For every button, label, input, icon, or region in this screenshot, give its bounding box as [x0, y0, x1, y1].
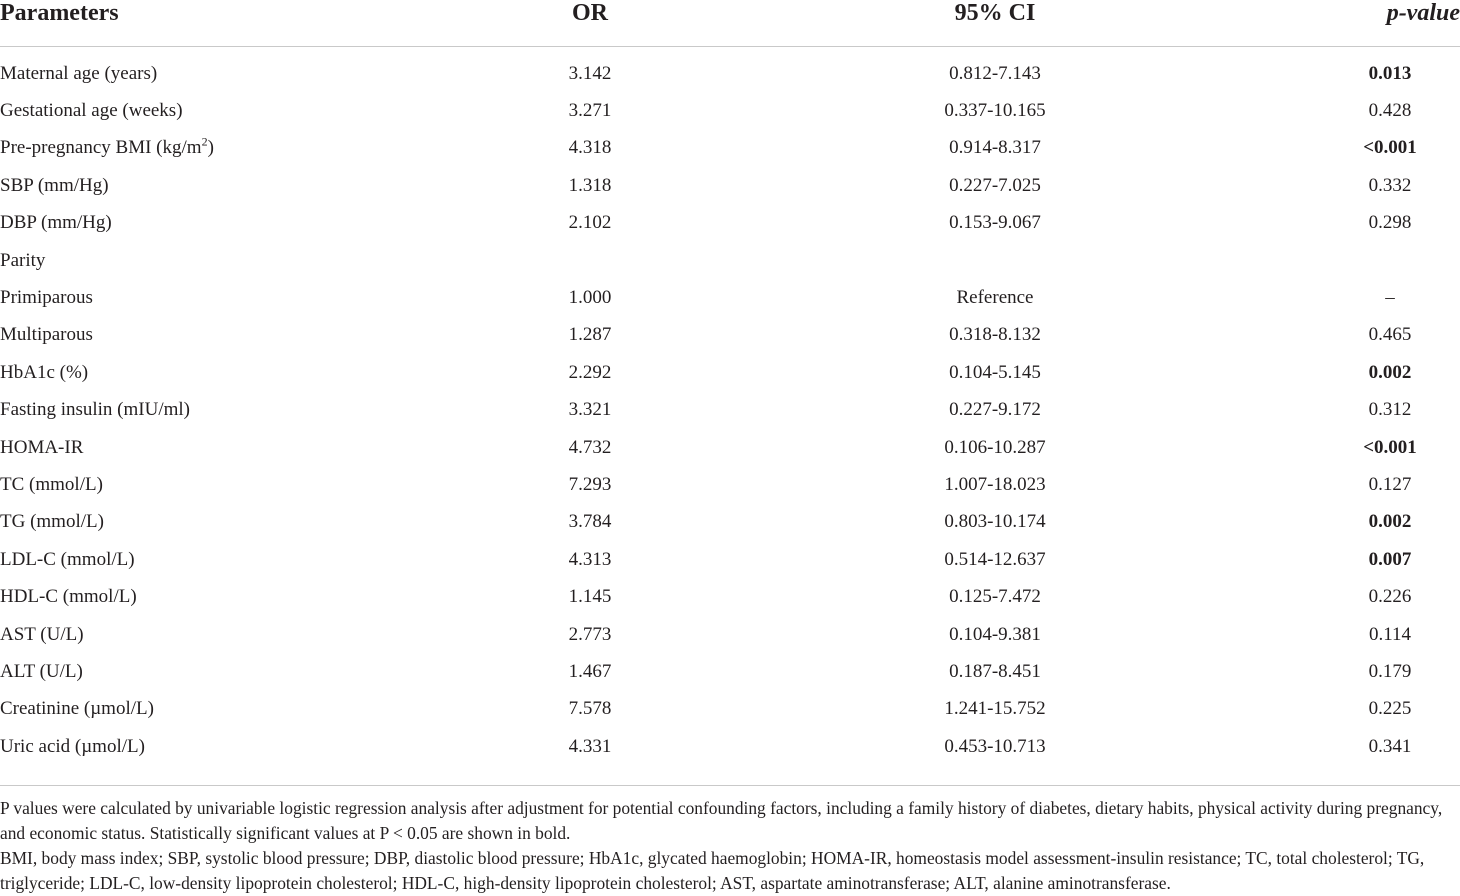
parameter-label: LDL-C (mmol/L): [0, 548, 135, 570]
cell-ci: 0.104-5.145: [949, 361, 1041, 383]
cell-parameter: [0, 392, 510, 429]
cell-or: 7.293: [568, 473, 612, 495]
parameter-label: TC (mmol/L): [0, 473, 103, 495]
table-header: [0, 0, 1460, 47]
cell-p-value: 0.341: [1368, 735, 1412, 757]
table-row: [0, 616, 1460, 653]
cell-p-value: 0.007: [1368, 548, 1412, 570]
cell-p-value: 0.298: [1368, 212, 1412, 234]
cell-or: 1.000: [568, 287, 612, 309]
cell-p-value: 0.225: [1368, 698, 1412, 720]
cell-ci: Reference: [956, 287, 1034, 309]
cell-ci: [670, 242, 1320, 279]
parameter-label: HDL-C (mmol/L): [0, 586, 137, 608]
cell-ci: 0.514-12.637: [944, 548, 1046, 570]
cell-p-value: <0.001: [1363, 137, 1417, 159]
cell-ci: 0.914-8.317: [949, 137, 1041, 159]
cell-or: 3.321: [568, 399, 612, 421]
table-row: [0, 728, 1460, 771]
parameter-label: HbA1c (%): [0, 361, 89, 383]
footnote-methods: P values were calculated by univariable logistic regression analysis after adjustment for potential confounding factors, including a family history of diabetes, dietary habits, physical activity during pregnancy, and economic status. Statistically significant values at P < 0.05 are shown in bold.: [0, 798, 1443, 843]
cell-parameter: [0, 92, 510, 129]
cell-parameter: [0, 504, 510, 541]
parameter-label: Parity: [0, 249, 46, 271]
cell-ci: 0.453-10.713: [944, 735, 1046, 757]
cell-parameter: [0, 691, 510, 728]
cell-ci: 0.318-8.132: [949, 324, 1041, 346]
cell-parameter: [0, 167, 510, 204]
parameter-label: Maternal age (years): [0, 62, 158, 84]
table-row: [0, 466, 1460, 503]
cell-p-value: 0.127: [1368, 473, 1412, 495]
parameter-label: TG (mmol/L): [0, 511, 104, 533]
cell-parameter: [0, 242, 510, 279]
table-row: [0, 392, 1460, 429]
table-row: [0, 541, 1460, 578]
cell-or: 1.467: [568, 660, 612, 682]
cell-parameter: [0, 541, 510, 578]
cell-or: 4.313: [568, 548, 612, 570]
header-ci: 95% CI: [670, 0, 1320, 47]
parameter-label: Primiparous: [0, 287, 93, 309]
footnote-abbreviations: BMI, body mass index; SBP, systolic blood pressure; DBP, diastolic blood pressure; HbA1c, glycated haemoglobin; HOMA-IR, homeostasis model assessment-insulin resistance; TC, total cholesterol; TG, triglyceride; LDL-C, low-density lipoprotein cholesterol; HDL-C, high-density lipoprotein cholesterol; AST, aspartate aminotransferase; ALT, alanine aminotransferase.: [0, 848, 1425, 893]
table-footnotes: [0, 796, 1460, 896]
parameter-label: HOMA-IR: [0, 436, 84, 458]
cell-p-value: 0.114: [1368, 623, 1412, 645]
cell-or: [510, 242, 670, 279]
cell-parameter: [0, 130, 510, 167]
parameter-label: Gestational age (weeks): [0, 100, 183, 122]
cell-parameter: [0, 578, 510, 615]
parameter-label: Fasting insulin (mIU/ml): [0, 399, 190, 421]
cell-parameter: [0, 354, 510, 391]
cell-or: 2.292: [568, 361, 612, 383]
cell-or: 3.271: [568, 100, 612, 122]
cell-parameter: [0, 466, 510, 503]
cell-parameter: [0, 728, 510, 771]
cell-ci: 0.153-9.067: [949, 212, 1041, 234]
cell-or: 4.331: [568, 735, 612, 757]
parameter-suffix: ): [207, 137, 214, 159]
parameter-label: Multiparous: [0, 324, 93, 346]
header-row: [0, 0, 1460, 47]
table-bottom-divider: [0, 785, 1460, 786]
cell-ci: 0.104-9.381: [949, 623, 1041, 645]
cell-p-value: 0.312: [1368, 399, 1412, 421]
table-row: [0, 167, 1460, 204]
cell-or: 2.102: [568, 212, 612, 234]
table-row: [0, 130, 1460, 167]
cell-ci: 0.803-10.174: [944, 511, 1046, 533]
cell-p-value: <0.001: [1363, 436, 1417, 458]
cell-ci: 0.337-10.165: [944, 100, 1046, 122]
cell-p-value: [1320, 242, 1460, 279]
cell-or: 2.773: [568, 623, 612, 645]
parameter-label: AST (U/L): [0, 623, 84, 645]
header-parameters: Parameters: [0, 0, 510, 47]
cell-ci: 1.241-15.752: [944, 698, 1046, 720]
cell-ci: 1.007-18.023: [944, 473, 1046, 495]
cell-ci: 0.227-7.025: [949, 174, 1041, 196]
cell-parameter: [0, 317, 510, 354]
parameter-label: Pre-pregnancy BMI (kg/m: [0, 137, 202, 159]
cell-p-value: 0.179: [1368, 660, 1412, 682]
cell-or: 4.318: [568, 137, 612, 159]
cell-or: 1.145: [568, 586, 612, 608]
cell-p-value: 0.465: [1368, 324, 1412, 346]
table-row: [0, 279, 1460, 316]
parameter-label: Creatinine (µmol/L): [0, 698, 154, 720]
cell-p-value: 0.226: [1368, 586, 1412, 608]
table-row: [0, 429, 1460, 466]
cell-parameter: [0, 205, 510, 242]
cell-p-value: –: [1385, 287, 1395, 309]
cell-or: 4.732: [568, 436, 612, 458]
table-row: [0, 242, 1460, 279]
cell-or: 1.318: [568, 174, 612, 196]
table-row: [0, 92, 1460, 129]
cell-p-value: 0.013: [1368, 62, 1412, 84]
table-row: [0, 317, 1460, 354]
parameter-label: DBP (mm/Hg): [0, 212, 112, 234]
cell-parameter: [0, 47, 510, 93]
cell-ci: 0.227-9.172: [949, 399, 1041, 421]
cell-parameter: [0, 429, 510, 466]
cell-or: 3.784: [568, 511, 612, 533]
cell-p-value: 0.428: [1368, 100, 1412, 122]
table-row: [0, 578, 1460, 615]
cell-parameter: [0, 616, 510, 653]
header-or: OR: [510, 0, 670, 47]
parameter-label: Uric acid (µmol/L): [0, 735, 145, 757]
cell-p-value: 0.002: [1368, 511, 1412, 533]
cell-p-value: 0.332: [1368, 174, 1412, 196]
header-p-value: p-value: [1320, 0, 1460, 47]
cell-p-value: 0.002: [1368, 361, 1412, 383]
table-row: [0, 205, 1460, 242]
cell-or: 3.142: [568, 62, 612, 84]
table-body: [0, 47, 1460, 772]
cell-or: 1.287: [568, 324, 612, 346]
cell-parameter: [0, 279, 510, 316]
table-row: [0, 354, 1460, 391]
table-row: [0, 47, 1460, 93]
cell-ci: 0.106-10.287: [944, 436, 1046, 458]
cell-ci: 0.812-7.143: [949, 62, 1041, 84]
parameter-label: SBP (mm/Hg): [0, 174, 109, 196]
parameter-superscript: 2: [201, 135, 208, 150]
table-row: [0, 504, 1460, 541]
table-row: [0, 691, 1460, 728]
parameter-label: ALT (U/L): [0, 660, 83, 682]
cell-parameter: [0, 653, 510, 690]
cell-ci: 0.125-7.472: [949, 586, 1041, 608]
cell-or: 7.578: [568, 698, 612, 720]
table-row: [0, 653, 1460, 690]
cell-ci: 0.187-8.451: [949, 660, 1041, 682]
